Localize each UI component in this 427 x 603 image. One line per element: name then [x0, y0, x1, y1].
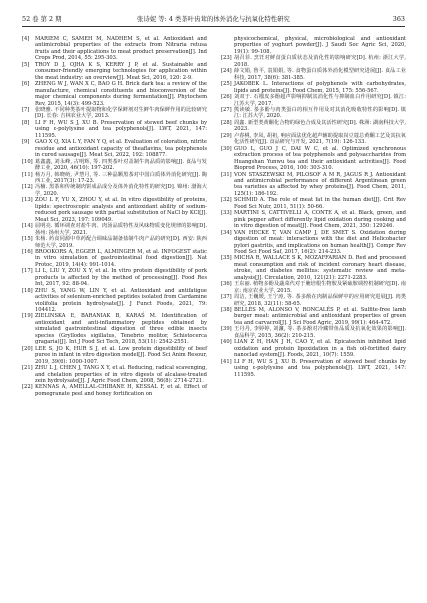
reference-entry [22, 313, 207, 345]
reference-number: [37] [221, 294, 232, 301]
reference-entry [22, 288, 207, 314]
page-number: 363 [392, 15, 405, 23]
reference-continuation: physicochemical, physical, microbiological and antioxidant properties of yoghurt powder[J]. J Saudi Soc Agric Sci, 2020, 19(1): 99-108. [234, 36, 406, 55]
reference-entry [22, 172, 207, 185]
reference-entry [221, 94, 406, 107]
reference-text: 葛鑫鑫, 刘永峰, 古明辉, 等. 四类茶叶对盖制牛肉品质的影响[J]. 食品与发酵工业, 2020, 46(10): 197-202. [35, 158, 207, 172]
issue-label: 52 卷 第 2 期 [22, 15, 62, 23]
reference-number: [8] [22, 119, 30, 126]
reference-entry [22, 346, 207, 365]
reference-text: ZHENG W J, WAN X C, BAO G H. Brick dark tea: a review of the manufacture, chemical constituents and bioconversion of the major chemical components during fermentation[J]. Phytochem Rev, 2015, 14(3): 499-523. [35, 81, 207, 107]
reference-number: [10] [22, 158, 33, 165]
reference-entry [221, 339, 406, 358]
reference-text: VAN HECKE T, VAN CAMP J, DE SMET S. Oxidation during digestion of meat: interactions with the diet and Helicobacter pylori gastritis, and implications on human health[J]. Compr Rev Food Sci Food Saf, 2017, 16(2): 214-233. [234, 229, 406, 255]
reference-number: [13] [22, 197, 33, 204]
reference-text: 周鑫. 新型类黄酮化合物的绿色合成及其活性研究[D]. 株洲: 湖南科技大学, 2023. [234, 119, 406, 133]
reference-number: [20] [22, 345, 33, 352]
reference-number: [25] [221, 81, 232, 88]
references-left-column [22, 36, 207, 397]
reference-number: [30] [221, 145, 232, 152]
reference-entry [22, 62, 207, 81]
reference-text: SCHMID A. The role of meat fat in the human diet[J]. Crit Rev Food Sci Nutr, 2011, 51(1): 50-66. [234, 197, 406, 210]
reference-text: TROY D J, OJHA K S, KERRY J P, et al. Sustainable and consumer-friendly emerging technologies for application within the meat industry: an overview[J]. Meat Sci, 2016, 120: 2-9. [35, 61, 207, 81]
reference-text: JAKOBEK L. Interactions of polyphenols with carbohydrates, lipids and proteins[J]. Food Chem, 2015, 175: 556-567. [234, 81, 406, 94]
running-title: 张诗妮 等: 4 类茶叶齿茸的体外消化与抗氧化特性研究 [137, 15, 290, 23]
reference-entry [22, 268, 207, 287]
reference-entry [22, 81, 207, 107]
reference-entry [221, 146, 406, 172]
reference-entry [22, 36, 207, 62]
reference-entry [221, 326, 406, 339]
reference-text: MARTINI S, CATTIVELLI A, CONTE A, et al. Black, green, and pink pepper affect differently lipid oxidation during cooking and in vitro digestion of meat[J]. Food Chem, 2021, 350: 129246. [234, 210, 406, 230]
reference-number: [31] [221, 171, 232, 178]
reference-text: ZIELINSKA E, BARANIAK B, KARAŚ M. Identification of antioxidant and anti-inflammatory peptides obtained by simulated gastrointestinal digestion of three edible insects species (Gryllodes sigillatus, Tenebrio molitor, Schistocerca gragaria)[J]. Int J Food Sci Tech, 2018, 53(11): 2542-2551. [35, 313, 207, 346]
reference-number: [12] [22, 184, 33, 191]
reference-number: [11] [22, 171, 33, 178]
reference-number: [4] [22, 36, 30, 42]
reference-number: [15] [22, 236, 33, 243]
reference-text: LI F H, WU S J, XU B. Preservation of stewed beef chunks by using ε-polylysine and tea polyphenols[J]. LWT, 2021, 147: 111595. [35, 119, 207, 139]
reference-number: [6] [22, 81, 30, 88]
reference-text: ZHU S, YANG W, LIN Y, et al. Antioxidant and antifatigue activities of selenium-enriched peptides isolated from Cardamine violifolia protein hydrolysate[J]. J Funct Foods, 2021, 79: 104412. [35, 287, 207, 314]
reference-text: ZHU L J, CHEN J, TANG X Y, et al. Reducing, radical scavenging, and chelation properties of in vitro digests of alcalase-treated zein hydrolysate[J]. J Agric Food Chem, 2008, 56(8): 2714-2721. [35, 365, 207, 385]
reference-entry [221, 197, 406, 210]
reference-text: LEE S, JO K, HUR S J, et al. Low protein digestibility of beef puree in infant in vitro digestion model[J]. Food Sci Anim Resour, 2019, 39(6): 1000-1007. [35, 345, 207, 365]
reference-text: 胡召菲. 烹饪对鲜食蛋白质状态及消化性的影响研究[D]. 杭州: 浙江大学, 2018. [234, 55, 406, 68]
reference-number: [35] [221, 255, 232, 262]
reference-number: [33] [221, 210, 232, 217]
reference-number: [38] [221, 307, 232, 314]
reference-text: 杨万月, 韩晓萌, 尹慧月, 等. 三种晶颗黑茶对中国白质体外消化研究[J]. 陶西工业, 2017(3): 17-23. [35, 171, 207, 184]
reference-entry [22, 197, 207, 223]
reference-entry [221, 68, 406, 81]
reference-number: [5] [22, 61, 30, 68]
reference-entry [221, 281, 406, 294]
reference-entry [22, 184, 207, 197]
reference-entry [221, 120, 406, 133]
reference-text: 卢春桃, 李凤, 胡祖, 响应面法优化超声辅助提取岗豆蔻总黄酮工艺及其抗氧化活性研究[J]. 食品研究与开发, 2021, 7(19): 126-133. [234, 132, 406, 146]
reference-number: [14] [22, 223, 33, 230]
reference-text: 薛文娟, 鲁平, 袁娟娟, 等. 食物蛋白质体外消化模型研究进展[J]. 食品工业科技, 2017, 38(6): 381-385. [234, 68, 406, 81]
running-header [22, 12, 405, 27]
reference-entry [221, 172, 406, 198]
reference-number: [23] [221, 55, 232, 62]
reference-text: KENNAS A, AMELLAL-CHIBANE H, KESSAL F, et al. Effect of pomegranate peel and honey fortification on [35, 384, 207, 397]
reference-text: LI F H, WU S J, XU B. Preservation of stewed beef chunks by using ε-polylysine and tea polyphenols[J]. LWT, 2021, 147: 111595. [234, 358, 406, 378]
reference-entry [221, 107, 406, 120]
reference-number: [40] [221, 339, 232, 346]
reference-number: [36] [221, 281, 232, 288]
reference-text: MICHA R, WALLACE S K, MOZAFFARIAN D. Red and processed meat consumption and risk of incident coronary heart disease, stroke, and diabetes mellitus: systematic review and meta-analysis[J]. Circulation, 2010, 121(21): 2271-2283. [234, 255, 406, 281]
reference-text: 王东丽. 植物多酚及蔬菜代对于腌培根生物胺及紧硫胺调控机制研究[D]. 南京: 南京农业大学, 2015. [234, 281, 406, 294]
reference-text: 刘双于. 石榴皮多酚超声影响抑制其消化性与抑制血白作用研究[D]. 镇江: 江苏大学, 2017. [234, 94, 406, 107]
reference-entry [22, 139, 207, 158]
reference-number: [22] [22, 384, 33, 391]
reference-number: [29] [221, 132, 232, 139]
reference-entry [221, 81, 406, 94]
reference-text: VON STASZEWSKI M, PILOSOF A M R, JAGUS R J. Antioxidant and antimicrobial performance of different Argentinean green tea varieties as affected by whey proteins[J]. Food Chem, 2011, 125(1): 186-192. [234, 171, 406, 197]
reference-text: LI L, LIU Y, ZOU X Y, et al. In vitro protein digestibility of pork products is affected by the method of processing[J]. Food Res Int, 2017, 92: 88-94. [35, 268, 207, 288]
reference-entry [221, 307, 406, 326]
reference-entry [221, 210, 406, 229]
reference-entry [221, 294, 406, 307]
reference-number: [24] [221, 68, 232, 75]
reference-entry [22, 236, 207, 249]
reference-number: [26] [221, 94, 232, 101]
reference-number: [7] [22, 106, 30, 113]
reference-number: [17] [22, 268, 33, 275]
reference-text: 王丹丹, 李婷婷, 刘濂, 等. 茶多酚对冷藏带鱼品质及抗氧化效果的影响[J]. 食品科学, 2015, 36(2): 210-215. [234, 326, 406, 339]
reference-text: LIAN Z H, HAN J H, CAO Y, et al. Epicatechin inhibited lipid oxidation and protein lipoxidation in a fish oil-fortified dairy nanoclad system[J]. Foods, 2021, 10(7): 1559. [234, 339, 406, 359]
reference-entry [221, 230, 406, 256]
reference-entry [22, 384, 207, 397]
reference-entry [22, 365, 207, 384]
reference-text: GUO L, GUO J C, DAI W C, et al. Optimized synchronous extraction process of tea polyphenols and polysaccharides from Huangshan Yunwu tea and their antioxidant activities[J]. Food Bioprod Process, 2016, 100: 303-310. [234, 145, 406, 172]
reference-text: BELLÉS M, ALONSO V, RONCALÉS P, et al. Sulfite-free lamb burger meat: antimicrobial and antioxidant properties of green tea and carvacrol[J]. J Sci Food Agric, 2019, 99(1): 464-472. [234, 307, 406, 326]
reference-text: MARIEM C, SAMEH M, NADHEM S, et al. Antioxidant and antimicrobial properties of the extracts from Nitraria retusa fruits and their applications to meat product preservation[J]. Ind Crops Prod, 2014, 55: 295-303. [35, 36, 207, 62]
reference-entry [221, 55, 406, 68]
references-right-column [221, 36, 406, 378]
reference-text: 周洁, 王巍媛, 王宁涛, 等. 茶多酚在肉制品保鲜中的应用研究进展[J]. 肉类研究, 2018, 32(11): 58-65. [234, 294, 406, 307]
reference-text: 冯楠. 黑茶和传统制肉饼成品成分及体外消化特性的研究[D]. 锦州: 渤海大学, 2020. [35, 184, 207, 197]
reference-text: 熊读敏. 茶多酚与肉类蛋白的相互作用及对其消化吸收特性的影响[D]. 镇江: 江苏大学, 2020. [234, 106, 406, 120]
reference-number: [21] [22, 365, 33, 372]
reference-entry [221, 133, 406, 146]
reference-entry [22, 159, 207, 172]
reference-number: [32] [221, 197, 232, 204]
reference-text: 屈明亮. 循环调查对盐牛肉、肉汤品质特性及风味物质变化规律的影响[D]. 扬州: 扬州大学, 2021. [35, 223, 207, 236]
reference-entry [221, 359, 406, 378]
reference-text: ZOU L F, YU X, ZHOU Y, et al. In vitro digestibility of proteins, lipids: spectroscopic analysis and antioxidant ability of sodium-reduced pork sausage with partial substitution of NaCl by KCl[J]. Meat Sci, 2023, 197: 109049. [35, 197, 207, 223]
reference-text: 张晓雅. 不同种类茶叶提取物和化学保鲜剂对生鲜牛肉保鲜作用的比较研究[D]. 长春: 吉林农业大学, 2013. [35, 106, 207, 120]
reference-number: [41] [221, 358, 232, 365]
reference-number: [18] [22, 287, 33, 294]
reference-number: [16] [22, 248, 33, 255]
reference-number: [34] [221, 229, 232, 236]
reference-number: [19] [22, 313, 33, 320]
reference-entry [22, 223, 207, 236]
reference-entry [22, 249, 207, 268]
reference-number: [28] [221, 119, 232, 126]
reference-entry [22, 120, 207, 139]
reference-text: GAO X Q, XIA L Y, FAN Y Q, et al. Evaluation of coloration, nitrite residue and antioxidant capacity of theaflavins, tea polyphenols in cured sausage[J]. Meat Sci, 2022, 192: 108877. [35, 139, 207, 159]
reference-number: [9] [22, 139, 30, 146]
reference-entry [22, 107, 207, 120]
reference-text: 朱杨. 药食同源中草药配合调味品制备盐制牛肉产品的研究[D]. 西安: 陕西师范大学, 2019. [35, 236, 207, 249]
reference-entry [221, 255, 406, 281]
reference-text: BROOKORS A, EGGER L, ALMINGER M, et al. INFOGEST static in vitro simulation of gastrointestinal food digestion[J]. Nat Protoc, 2019, 14(4): 991-1014. [35, 248, 207, 268]
reference-number: [39] [221, 326, 232, 333]
reference-number: [27] [221, 106, 232, 113]
